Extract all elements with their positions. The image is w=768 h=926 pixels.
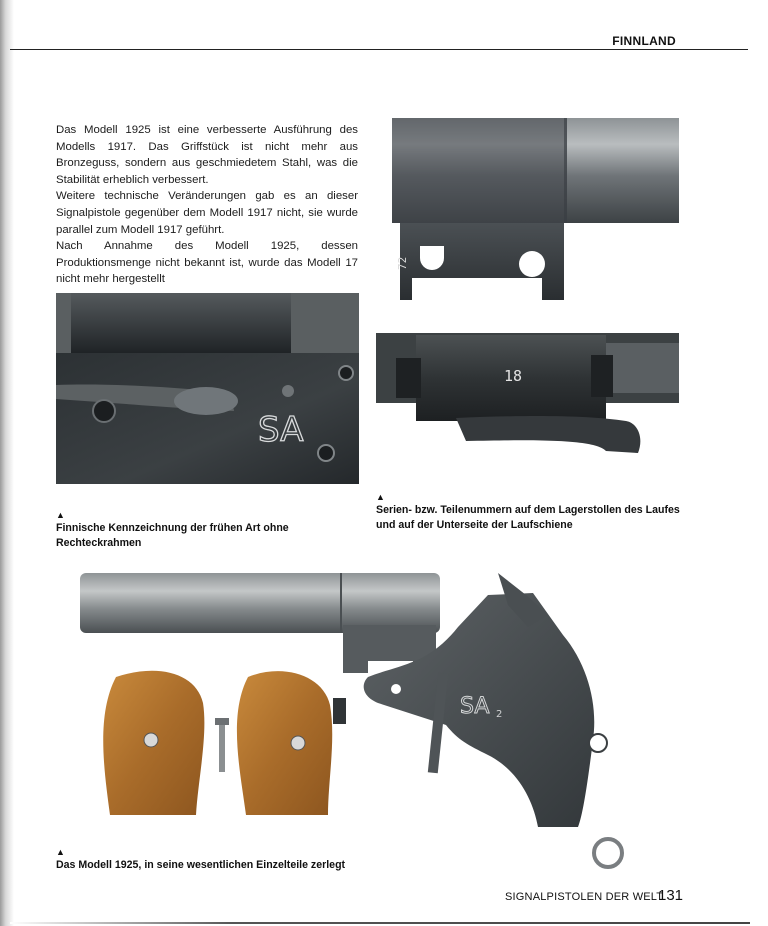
photo-stamp-small: 2 <box>496 709 503 720</box>
footer-rule <box>10 922 750 924</box>
header-rule <box>10 49 748 50</box>
body-paragraph: Das Modell 1925 ist eine verbesserte Ausführung des Modells 1917. Das Griffstück ist nicht mehr aus Bronzeguss, sondern aus geschmiedetem Stahl, was die Stabilität erheblich verbessert. <box>56 124 358 186</box>
page-number: 131 <box>658 887 684 904</box>
section-title: FINNLAND <box>612 34 676 48</box>
footer-book-title: SIGNALPISTOLEN DER WELT <box>505 891 664 903</box>
caption-marker-triangle: ▲ <box>56 510 65 520</box>
photo-frame-marking <box>56 293 359 484</box>
photo-barrel-underside <box>376 323 679 464</box>
photo-barrel-top <box>392 118 679 300</box>
photo-stamp: 18 <box>504 367 523 385</box>
caption-marker-triangle: ▲ <box>56 847 65 857</box>
caption-text: Finnische Kennzeichnung der frühen Art ohne Rechteckrahmen <box>56 522 289 549</box>
caption-right <box>376 491 684 532</box>
photo-disassembled <box>78 565 668 873</box>
caption-text: Serien- bzw. Teilenummern auf dem Lagerstollen des Laufes und auf der Unterseite der Laufschiene <box>376 504 680 531</box>
body-text <box>56 122 358 288</box>
caption-bottom <box>56 846 376 873</box>
page-spine-shadow <box>0 0 14 926</box>
body-paragraph: Nach Annahme des Modell 1925, dessen Produktionsmenge nicht bekannt ist, wurde das Modell 17 nicht mehr hergestellt <box>56 240 358 286</box>
caption-text: Das Modell 1925, in seine wesentlichen Einzelteile zerlegt <box>56 859 346 871</box>
caption-left <box>56 509 359 550</box>
caption-marker-triangle: ▲ <box>376 492 385 502</box>
photo-stamp: 72 <box>396 256 409 270</box>
body-paragraph: Weitere technische Veränderungen gab es an dieser Signalpistole gegenüber dem Modell 1917 nicht, sie wurde parallel zum Modell 1917 geführt. <box>56 190 358 236</box>
photo-stamp: SA <box>258 410 304 450</box>
photo-stamp: SA <box>460 694 490 719</box>
